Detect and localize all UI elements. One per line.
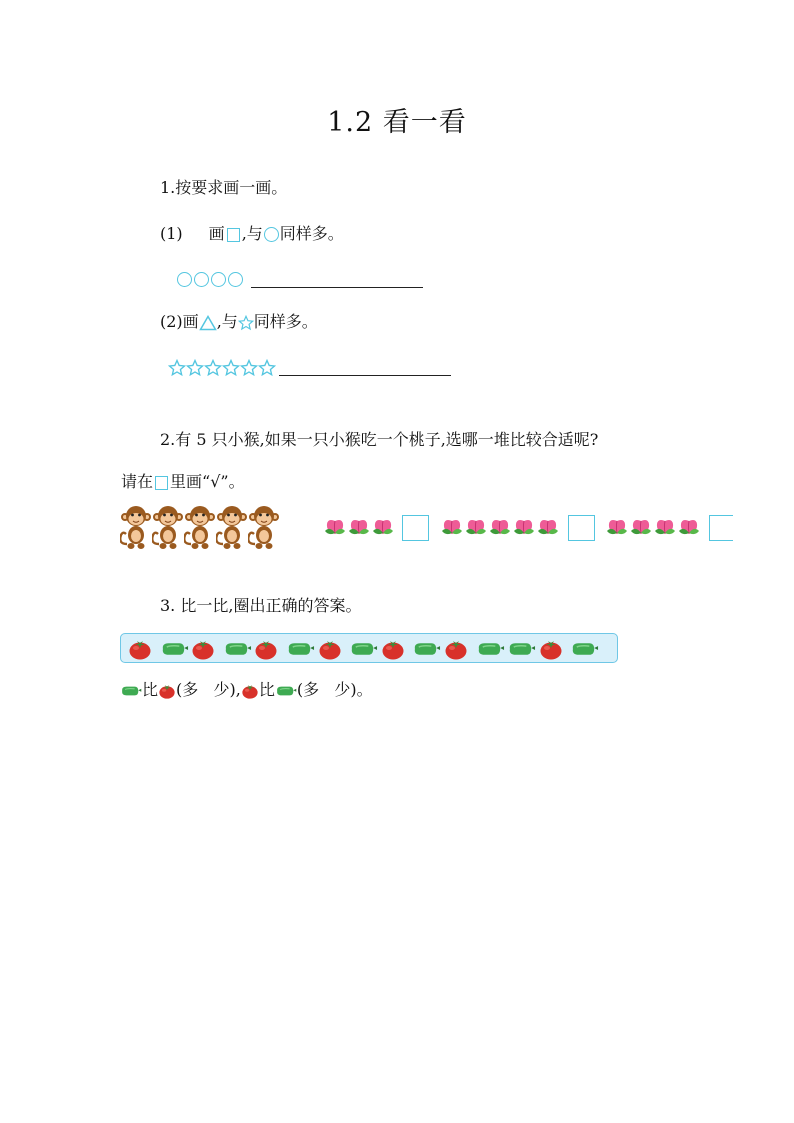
pepper-icon: [275, 684, 297, 698]
q1-answer-blank-1[interactable]: [251, 286, 423, 288]
peach-icon: [440, 515, 464, 537]
q1-star-row: [168, 357, 276, 377]
q3-options-2[interactable]: (多 少): [296, 680, 357, 699]
tomato-icon: [158, 683, 176, 699]
q1-part2-num: (2): [160, 312, 183, 331]
page-title: 1.2 看一看: [327, 107, 467, 138]
q2-line1: 2.有 5 只小猴,如果一只小猴吃一个桃子,选哪一堆比较合适呢?: [160, 430, 599, 449]
tomato-icon: [254, 638, 278, 660]
pepper-icon: [120, 684, 142, 698]
veg-sequence: [128, 637, 608, 661]
monkey-icon: [152, 504, 184, 550]
q1-heading: 1.按要求画一画。: [160, 178, 288, 197]
star-icon: [240, 359, 258, 377]
peach-icon: [371, 515, 395, 537]
peach-icon: [512, 515, 536, 537]
peach-pile-2: [440, 515, 560, 537]
circle-icon: [228, 272, 243, 287]
q1-part2-text-b: ,与: [216, 312, 238, 331]
choice-box-2[interactable]: [568, 515, 595, 541]
star-icon: [258, 359, 276, 377]
q1-part2-text-a: 画: [182, 312, 199, 331]
peach-icon: [347, 515, 371, 537]
pepper-icon: [349, 640, 378, 658]
monkey-icon: [184, 504, 216, 550]
q1-answer-blank-2[interactable]: [279, 374, 451, 376]
q1-part1: [160, 224, 344, 244]
circle-icon: [177, 272, 192, 287]
q3-compare-word-2: 比: [258, 680, 275, 699]
tomato-icon: [191, 638, 215, 660]
pepper-icon: [476, 640, 505, 658]
q2-line2-text-b: 里画“√”。: [170, 472, 245, 491]
star-icon: [186, 359, 204, 377]
monkey-icon: [120, 504, 152, 550]
peach-icon: [605, 515, 629, 537]
star-icon: [168, 359, 186, 377]
q1-circle-row: [176, 269, 244, 288]
q2-line2-text-a: 请在: [121, 472, 154, 491]
monkey-icon: [248, 504, 280, 550]
circle-icon: [264, 227, 279, 242]
square-icon: [227, 228, 240, 242]
q1-part1-text-a: 画: [208, 224, 225, 243]
monkey-icon: [216, 504, 248, 550]
pepper-icon: [507, 640, 536, 658]
choice-box-3[interactable]: [709, 515, 733, 541]
peach-pile-3: [605, 515, 701, 537]
q3-options-1[interactable]: (多 少): [176, 680, 236, 699]
peach-icon: [536, 515, 560, 537]
tomato-icon: [539, 638, 563, 660]
q3-separator: ,: [235, 680, 241, 699]
star-icon: [222, 359, 240, 377]
q3-end-mark: 。: [356, 680, 373, 699]
circle-icon: [211, 272, 226, 287]
peach-icon: [464, 515, 488, 537]
tomato-icon: [318, 638, 342, 660]
peach-icon: [323, 515, 347, 537]
peach-icon: [677, 515, 701, 537]
peach-icon: [629, 515, 653, 537]
circle-icon: [194, 272, 209, 287]
q3-heading: 3. 比一比,圈出正确的答案。: [160, 596, 362, 615]
q3-answer-line: [120, 680, 373, 700]
choice-box-1[interactable]: [402, 515, 429, 541]
tomato-icon: [381, 638, 405, 660]
monkey-row: [120, 504, 280, 550]
pepper-icon: [160, 640, 189, 658]
pepper-icon: [570, 640, 599, 658]
tomato-icon: [241, 683, 259, 699]
peach-pile-1: [323, 515, 395, 537]
square-icon: [155, 476, 168, 490]
q1-part1-num: (1): [160, 224, 183, 243]
pepper-icon: [223, 640, 252, 658]
q1-part1-text-b: ,与: [241, 224, 263, 243]
tomato-icon: [128, 638, 152, 660]
peach-icon: [488, 515, 512, 537]
star-icon: [204, 359, 222, 377]
peach-icon: [653, 515, 677, 537]
q2-line2: [121, 472, 245, 492]
q1-part2: [160, 312, 318, 332]
star-icon: [238, 315, 254, 331]
tomato-icon: [444, 638, 468, 660]
triangle-icon: [199, 315, 217, 331]
q1-part1-text-c: 同样多。: [279, 224, 344, 243]
pepper-icon: [412, 640, 441, 658]
q3-compare-word-1: 比: [142, 680, 159, 699]
q1-part2-text-c: 同样多。: [253, 312, 318, 331]
pepper-icon: [286, 640, 315, 658]
